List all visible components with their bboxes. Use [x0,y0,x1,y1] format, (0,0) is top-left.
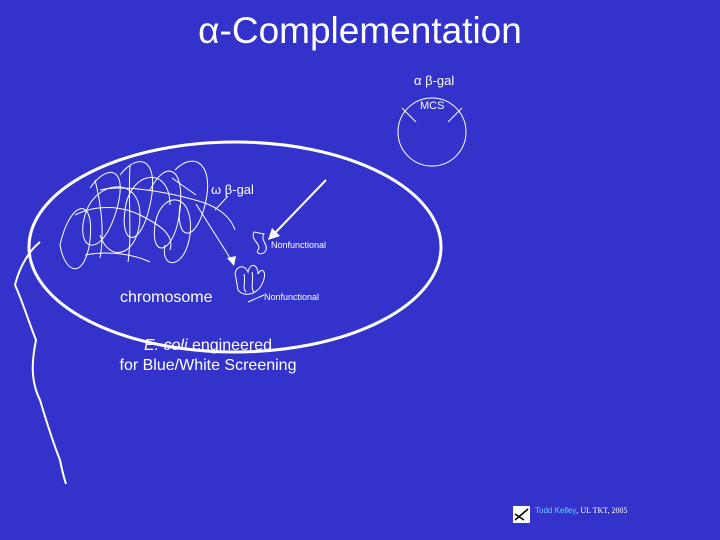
mcs-label: MCS [420,100,445,112]
plasmid-tick-right [448,108,462,122]
chromosome-coil [60,161,235,269]
caption-line1-rest: engineered [187,337,273,354]
omega-pointer-line [172,178,196,195]
omega-pointer-line-2 [215,196,228,210]
nonfunctional-label-omega: Nonfunctional [264,292,320,302]
footer [513,506,628,515]
plasmid-gene-label: α β-gal [414,73,455,88]
omega-gene-label: ω β-gal [211,182,254,197]
slide-title: α-Complementation [198,10,522,51]
plasmid-tick-left [402,108,416,122]
footer-author-link[interactable]: Todd Kelley [535,506,577,515]
chromosome-arrow [196,204,232,261]
cell-outline [29,142,441,352]
chromosome-label: chromosome [120,289,213,306]
nonfunctional-pointer [248,295,264,302]
caption [100,336,316,376]
protein-blob-icon [235,265,264,294]
caption-line2: for Blue/White Screening [119,357,297,374]
protein-fragment-icon [253,232,266,254]
caption-organism: E. coli [143,337,188,354]
chromosome-arrowhead [227,256,236,266]
plasmid-arrow [274,180,326,234]
extruded-strand [15,242,66,484]
footer-text: , UL TKT, 2005 [576,506,628,515]
nonfunctional-label-alpha: Nonfunctional [271,240,327,250]
